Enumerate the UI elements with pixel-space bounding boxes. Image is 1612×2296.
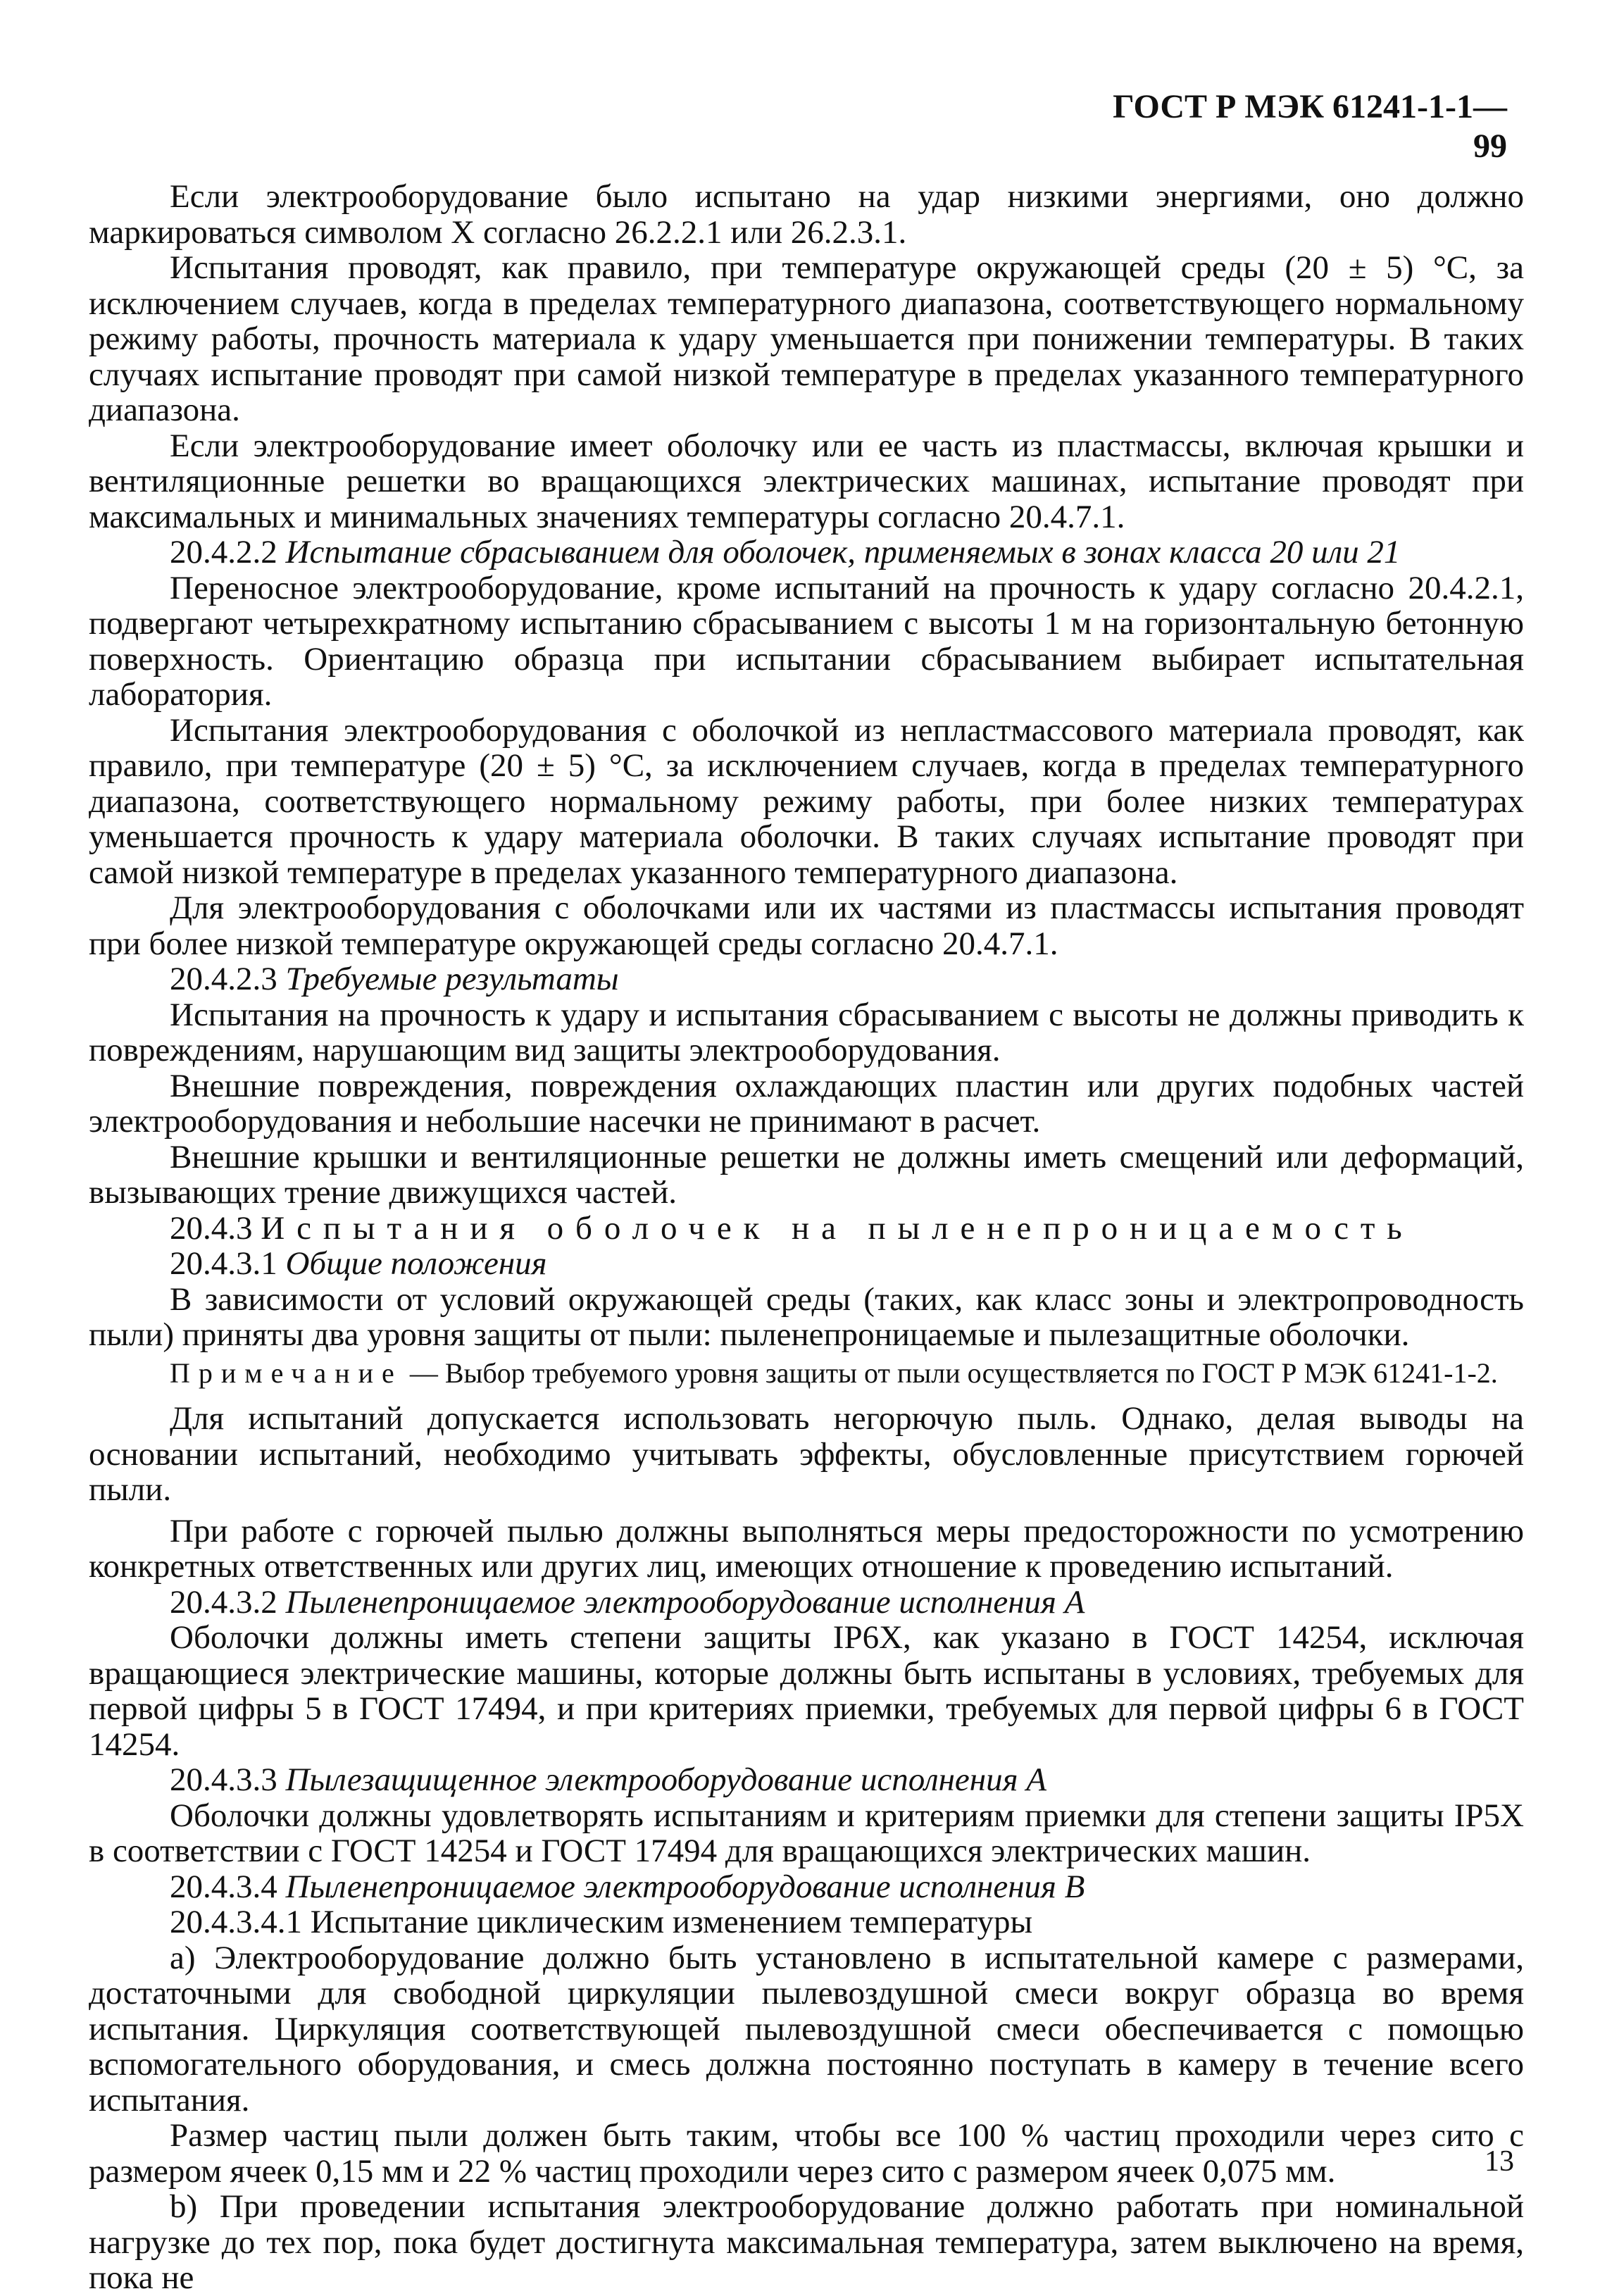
paragraph: Если электрооборудование имеет оболочку или ее часть из пластмассы, включая крышки и вентиляционные решетки во вращающихся электрических машинах, испытание проводят при максимальных и минимальных значениях температуры согласно 20.4.7.1.	[89, 427, 1524, 535]
paragraph: Оболочки должны удовлетворять испытаниям и критериям приемки для степени защиты IP5X в соответствии с ГОСТ 14254 и ГОСТ 17494 для вращающихся электрических машин.	[89, 1797, 1524, 1869]
paragraph: Испытания электрооборудования с оболочкой из непластмассового материала проводят, как правило, при температуре (20 ± 5) °С, за исключением случаев, когда в пределах температурного диапазона, соответствующего нормальному режиму работы, при более низких температурах уменьшается прочность к удару материала оболочки. В таких случаях испытание проводят при самой низкой температуре в пределах указанного температурного диапазона.	[89, 711, 1524, 891]
paragraph: Переносное электрооборудование, кроме испытаний на прочность к удару согласно 20.4.2.1, подвергают четырехкратному испытанию сбрасыванием с высоты 1 м на горизонтальную бетонную поверхность. Ориентацию образца при испытании сбрасыванием выбирает испытательная лаборатория.	[89, 569, 1524, 713]
paragraph: a) Электрооборудование должно быть установлено в испытательной камере с размерами, достаточными для свободной циркуляции пылевоздушной смеси вокруг образца во время испытания. Циркуляция соответствующей пылевоздушной смеси обеспечивается с помощью вспомогательного оборудования, и смесь должна постоянно поступать в камеру в течение всего испытания.	[89, 1939, 1524, 2119]
section-number: 20.4.3.2	[170, 1583, 286, 1621]
document-header: ГОСТ Р МЭК 61241-1-1—99	[1113, 88, 1507, 165]
section-title: Пыленепроницаемое электрооборудование исполнения В	[285, 1868, 1085, 1905]
note-label: Примечание	[170, 1356, 403, 1389]
section-heading-20-4-3-2	[89, 1585, 1524, 1621]
section-heading-20-4-3-1	[89, 1246, 1524, 1282]
section-number: 20.4.3.1	[170, 1245, 286, 1282]
page-number: 13	[1485, 2145, 1514, 2178]
section-title: Общие положения	[285, 1245, 547, 1282]
section-title: Испытания оболочек на пыленепроницаемость	[261, 1209, 1414, 1247]
section-heading-20-4-3	[89, 1211, 1524, 1247]
paragraph: Испытания проводят, как правило, при температуре окружающей среды (20 ± 5) °С, за исключением случаев, когда в пределах температурного диапазона, соответствующего нормальному режиму работы, прочность материала к удару уменьшается при понижении температуры. В таких случаях испытание проводят при самой низкой температуре в пределах указанного температурного диапазона.	[89, 249, 1524, 428]
paragraph: В зависимости от условий окружающей среды (таких, как класс зоны и электропроводность пыли) приняты два уровня защиты от пыли: пыленепроницаемые и пылезащитные оболочки.	[89, 1280, 1524, 1353]
section-number: 20.4.2.2	[170, 534, 286, 570]
section-heading-20-4-3-4	[89, 1869, 1524, 1905]
paragraph: Для испытаний допускается использовать негорючую пыль. Однако, делая выводы на основании испытаний, необходимо учитывать эффекты, обусловленные присутствием горючей пыли.	[89, 1400, 1524, 1508]
paragraph: Для электрооборудования с оболочками или их частями из пластмассы испытания проводят при более низкой температуре окружающей среды согласно 20.4.7.1.	[89, 890, 1524, 962]
paragraph: b) При проведении испытания электрооборудование должно работать при номинальной нагрузке до тех пор, пока будет достигнута максимальная температура, затем выключено на время, пока не	[89, 2188, 1524, 2296]
paragraph: Внешние повреждения, повреждения охлаждающих пластин или других подобных частей электрооборудования и небольшие насечки не принимают в расчет.	[89, 1067, 1524, 1140]
section-number: 20.4.3.3	[170, 1761, 286, 1798]
paragraph: Испытания на прочность к удару и испытания сбрасыванием с высоты не должны приводить к повреждениям, нарушающим вид защиты электрооборудования.	[89, 996, 1524, 1068]
section-number: 20.4.3.4	[170, 1868, 286, 1905]
paragraph: Размер частиц пыли должен быть таким, чтобы все 100 % частиц проходили через сито с размером ячеек 0,15 мм и 22 % частиц проходили через сито с размером ячеек 0,075 мм.	[89, 2117, 1524, 2190]
section-heading-20-4-2-2	[89, 535, 1524, 570]
section-title: Испытание сбрасыванием для оболочек, применяемых в зонах класса 20 или 21	[285, 534, 1401, 570]
document-body	[89, 179, 1524, 2296]
note-text: — Выбор требуемого уровня защиты от пыли осуществляется по ГОСТ Р МЭК 61241-1-2.	[402, 1356, 1498, 1389]
note	[89, 1356, 1524, 1392]
section-number: 20.4.3	[170, 1209, 261, 1247]
paragraph: Оболочки должны иметь степени защиты IP6X, как указано в ГОСТ 14254, исключая вращающиеся электрические машины, которые должны быть испытаны в условиях, требуемых для первой цифры 5 в ГОСТ 17494, и при критериях приемки, требуемых для первой цифры 6 в ГОСТ 14254.	[89, 1619, 1524, 1763]
paragraph: Внешние крышки и вентиляционные решетки не должны иметь смещений или деформаций, вызывающих трение движущихся частей.	[89, 1138, 1524, 1211]
section-heading-20-4-2-3	[89, 961, 1524, 997]
section-title: Пыленепроницаемое электрооборудование исполнения А	[285, 1583, 1085, 1621]
paragraph: При работе с горючей пылью должны выполняться меры предосторожности по усмотрению конкретных ответственных или других лиц, имеющих отношение к проведению испытаний.	[89, 1512, 1524, 1585]
section-heading-20-4-3-3	[89, 1762, 1524, 1798]
section-number: 20.4.2.3	[170, 961, 286, 997]
section-heading-20-4-3-4-1: 20.4.3.4.1 Испытание циклическим изменением температуры	[170, 1904, 1033, 1940]
paragraph: Если электрооборудование было испытано на удар низкими энергиями, оно должно маркироваться символом X согласно 26.2.2.1 или 26.2.3.1.	[89, 178, 1524, 251]
section-title: Пылезащищенное электрооборудование исполнения А	[285, 1761, 1046, 1798]
section-title: Требуемые результаты	[285, 961, 619, 997]
